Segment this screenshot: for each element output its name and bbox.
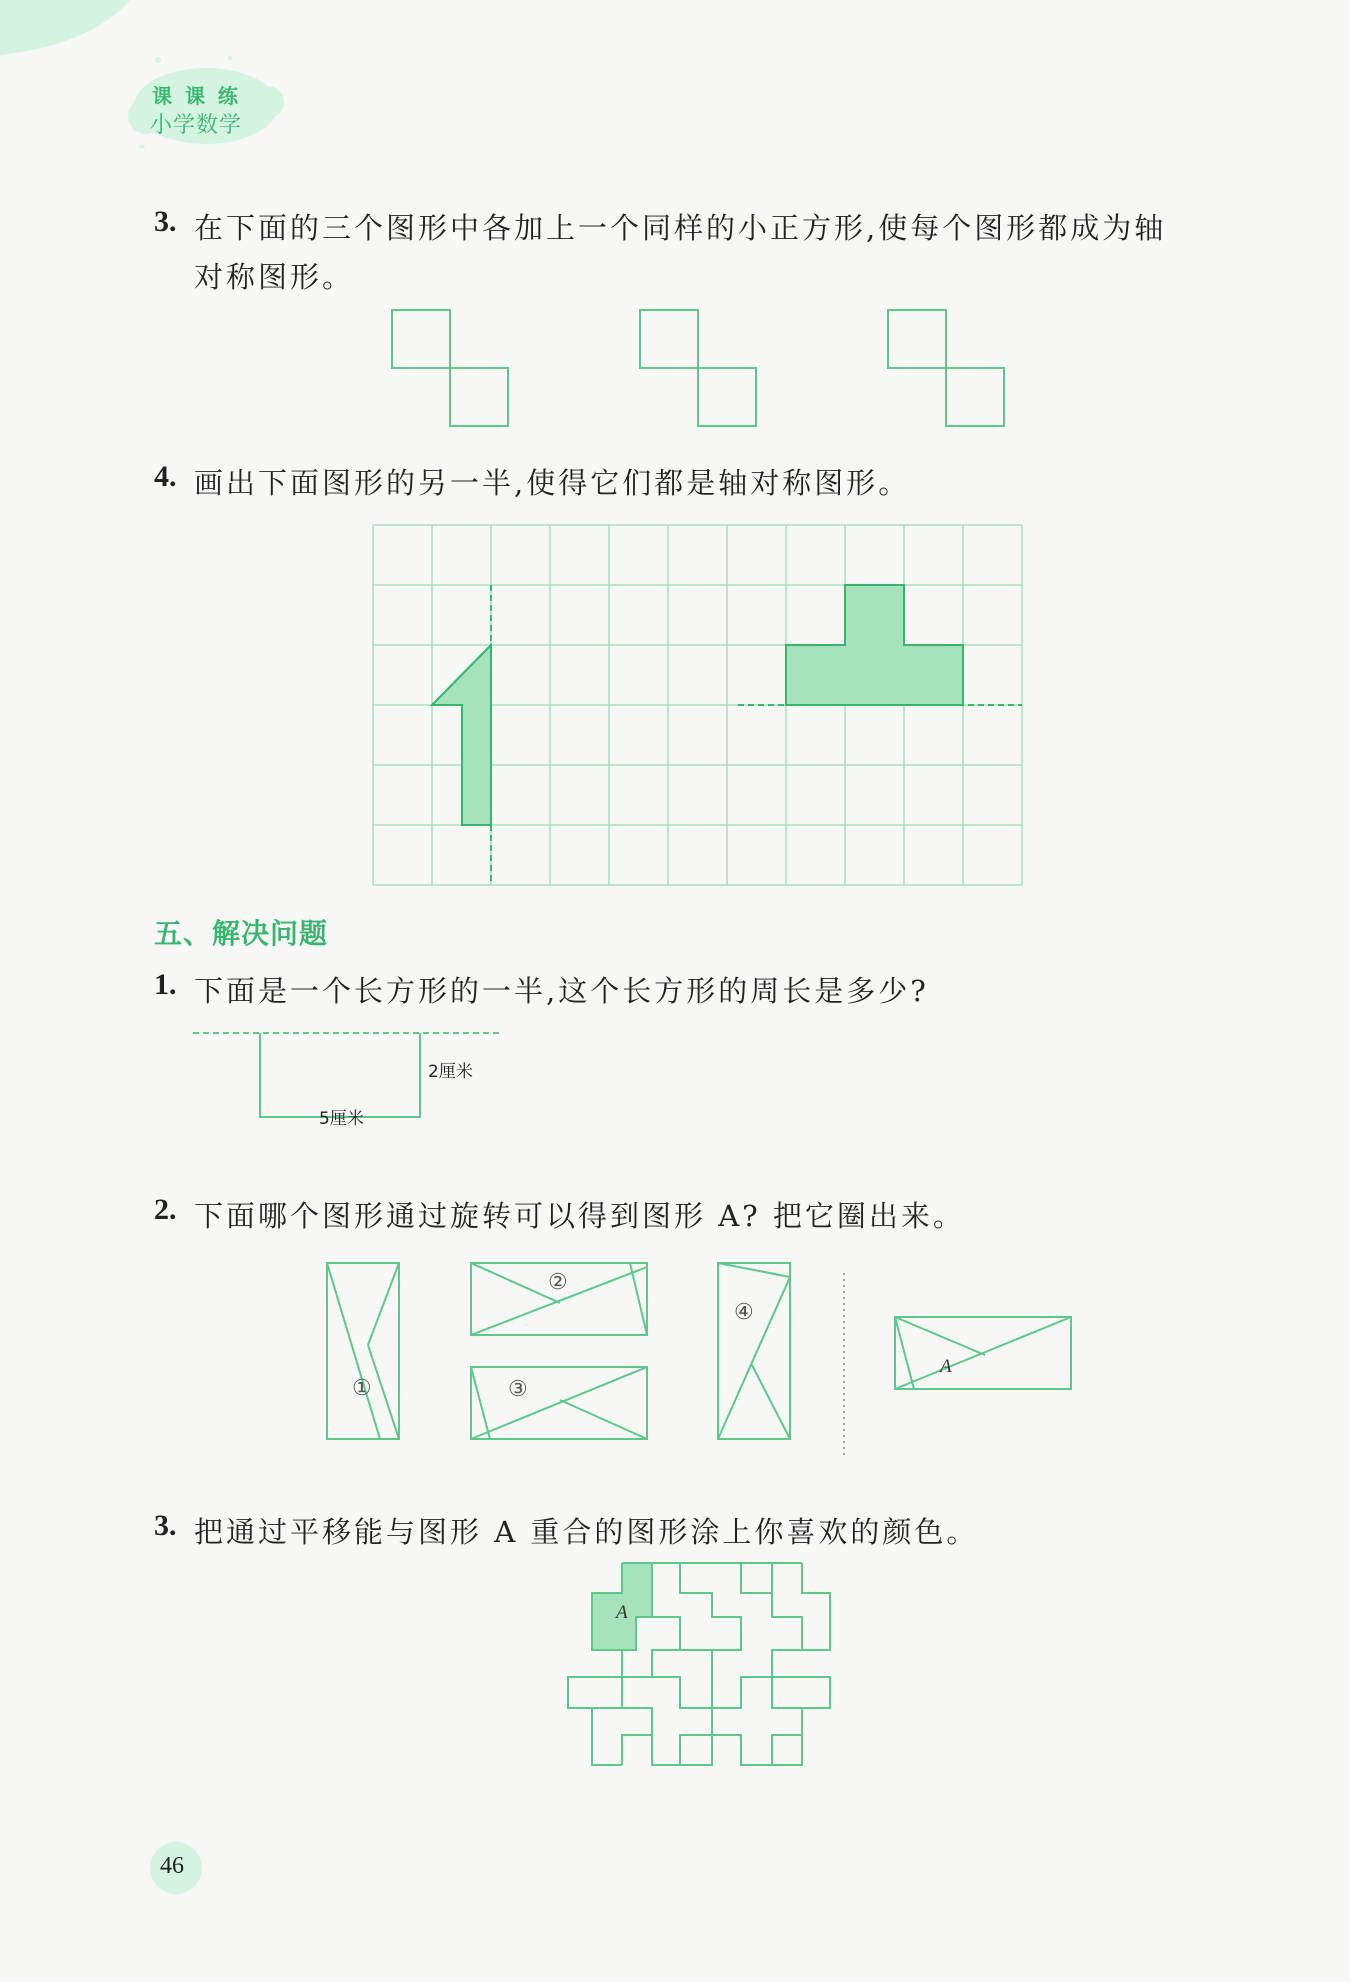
section5-title: 五、解决问题: [154, 917, 329, 950]
s5-q2-number: 2.: [154, 1193, 177, 1226]
s5-q1-number: 1.: [154, 968, 177, 1001]
s5-q2-figure-a: [895, 1317, 1071, 1389]
q3-figure-2: [640, 310, 756, 426]
header-corner-decoration: [0, 0, 130, 60]
q3-figure-3: [888, 310, 1004, 426]
q3-text-line1: 在下面的三个图形中各加上一个同样的小正方形,使每个图形都成为轴: [194, 211, 1167, 245]
q3-number: 3.: [154, 205, 177, 238]
s5-q2-label-2: ②: [548, 1269, 568, 1294]
s5-q2-figure-4: [718, 1263, 790, 1439]
page-number: 46: [160, 1853, 184, 1879]
s5-q3-tiling: [560, 1555, 845, 1775]
brand-line1: 课 课 练: [152, 84, 241, 108]
brand-line2: 小学数学: [150, 113, 243, 138]
q3-figure-1: [392, 310, 508, 426]
s5-q2-text: 下面哪个图形通过旋转可以得到图形 A? 把它圈出来。: [194, 1199, 965, 1233]
s5-q2-label-1: ①: [352, 1375, 372, 1400]
s5-q3-text: 把通过平移能与图形 A 重合的图形涂上你喜欢的颜色。: [194, 1515, 979, 1549]
s5-q3-label-a: A: [616, 1602, 628, 1623]
q4-text: 画出下面图形的另一半,使得它们都是轴对称图形。: [194, 466, 911, 500]
q4-left-half-shape: [432, 645, 491, 825]
s5-q2-figure-3: [471, 1367, 647, 1439]
s5-q1-width-label: 5厘米: [319, 1109, 364, 1129]
s5-q2-label-a: A: [940, 1356, 952, 1377]
s5-q3-number: 3.: [154, 1509, 177, 1542]
s5-q1-text: 下面是一个长方形的一半,这个长方形的周长是多少?: [194, 974, 929, 1008]
q4-number: 4.: [154, 460, 177, 493]
s5-q2-figure-1: [327, 1263, 399, 1439]
q4-top-half-shape: [786, 585, 963, 705]
s5-q2-figures: [320, 1255, 1080, 1455]
s5-q2-label-4: ④: [734, 1299, 754, 1324]
q3-figures: [380, 300, 1020, 435]
q4-grid: [370, 520, 1030, 890]
s5-q2-label-3: ③: [508, 1376, 528, 1401]
s5-q1-height-label: 2厘米: [428, 1062, 473, 1082]
q3-text-line2: 对称图形。: [194, 260, 355, 294]
